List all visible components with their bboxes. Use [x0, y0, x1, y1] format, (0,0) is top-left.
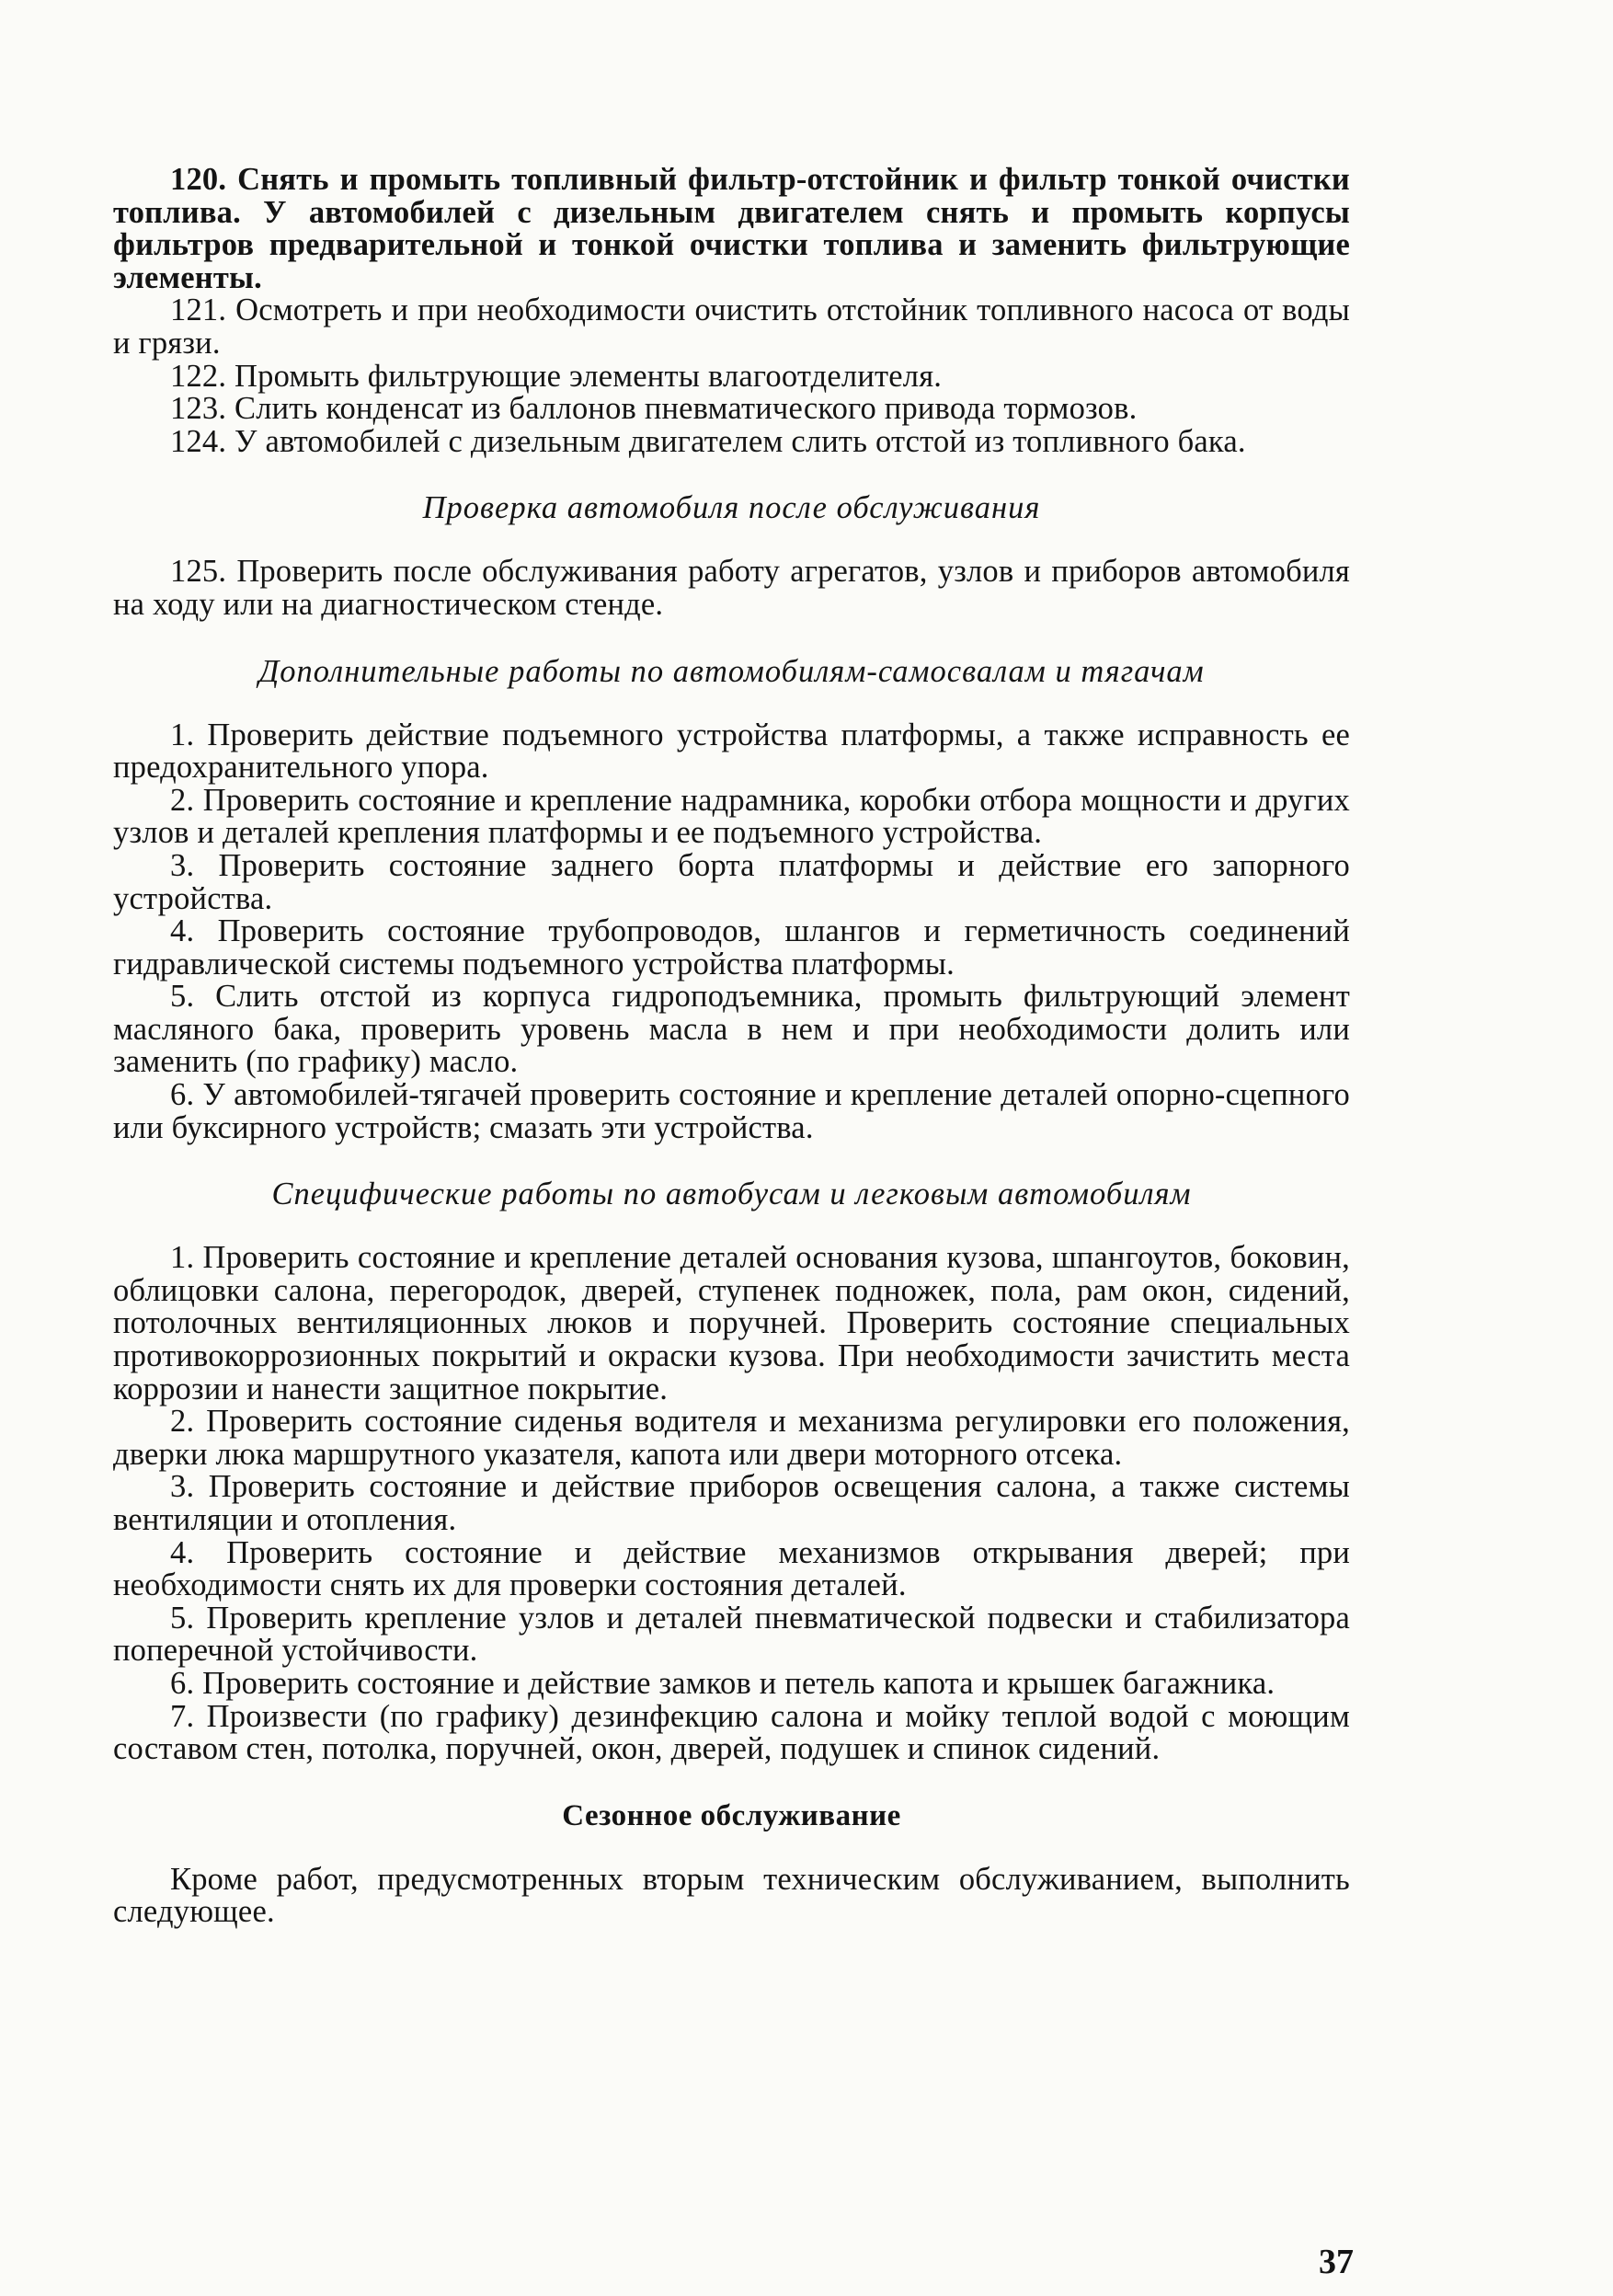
- spacer: [113, 622, 1350, 653]
- seasonal-intro: Кроме работ, предусмотренных вторым техническим обслуживанием, выполнить следующее.: [113, 1861, 1350, 1930]
- dump-item-6: 6. У автомобилей-тягачей проверить состояние и крепление деталей опорно-сцепного или буксирного устройств; смазать эти устройства.: [113, 1077, 1350, 1145]
- bus-item-1: 1. Проверить состояние и крепление деталей основания кузова, шпангоутов, боковин, облицовки салона, перегородок, дверей, ступенек подножек, пола, рам окон, сидений, потолочных вентиляционных люков и поручней. Проверить состояние специальных противокоррозионных покрытий и окраски кузова. При необходимости зачистить места коррозии и нанести защитное покрытие.: [113, 1240, 1350, 1406]
- spacer: [113, 1212, 1350, 1242]
- section-heading-seasonal: Сезонное обслуживание: [562, 1798, 901, 1832]
- dump-item-3: 3. Проверить состояние заднего борта платформы и действие его запорного устройства.: [113, 847, 1350, 916]
- section-heading-dump-trucks: Дополнительные работы по автомобилям-самосвалам и тягачам: [258, 653, 1205, 689]
- dump-item-1: 1. Проверить действие подъемного устройства платформы, а также исправность ее предохранительного упора.: [113, 717, 1350, 786]
- item-121: 121. Осмотреть и при необходимости очистить отстойник топливного насоса от воды и грязи.: [113, 293, 1350, 361]
- dump-item-4: 4. Проверить состояние трубопроводов, шлангов и герметичность соединений гидравлической системы подъемного устройства платформы.: [113, 913, 1350, 982]
- dump-item-2: 2. Проверить состояние и крепление надрамника, коробки отбора мощности и других узлов и деталей крепления платформы и ее подъемного устройства.: [113, 782, 1350, 851]
- spacer: [113, 1766, 1350, 1797]
- bus-item-5: 5. Проверить крепление узлов и деталей пневматической подвески и стабилизатора поперечной устойчивости.: [113, 1600, 1350, 1669]
- spacer: [113, 690, 1350, 719]
- item-123: 123. Слить конденсат из баллонов пневматического привода тормозов.: [170, 391, 1138, 427]
- page-number: 37: [1319, 2243, 1354, 2281]
- text-column: [113, 164, 1350, 1929]
- spacer: [113, 458, 1350, 489]
- bus-item-3: 3. Проверить состояние и действие приборов освещения салона, а также системы вентиляции и отопления.: [113, 1469, 1350, 1537]
- section-heading-check: Проверка автомобиля после обслуживания: [422, 490, 1041, 526]
- item-125: 125. Проверить после обслуживания работу агрегатов, узлов и приборов автомобиля на ходу или на диагностическом стенде.: [113, 554, 1350, 622]
- item-124: 124. У автомобилей с дизельным двигателем слить отстой из топливного бака.: [170, 423, 1246, 459]
- bus-item-6: 6. Проверить состояние и действие замков и петель капота и крышек багажника.: [170, 1665, 1276, 1701]
- section-heading-buses: Специфические работы по автобусам и легковым автомобилям: [271, 1177, 1192, 1212]
- item-122: 122. Промыть фильтрующие элементы влагоотделителя.: [170, 358, 943, 394]
- bus-item-4: 4. Проверить состояние и действие механизмов открывания дверей; при необходимости снять их для проверки состояния деталей.: [113, 1534, 1350, 1603]
- spacer: [113, 1144, 1350, 1176]
- dump-item-5: 5. Слить отстой из корпуса гидроподъемника, промыть фильтрующий элемент масляного бака, проверить уровень масла в нем и при необходимости долить или заменить (по графику) масло.: [113, 979, 1350, 1080]
- bus-item-2: 2. Проверить состояние сиденья водителя и механизма регулировки его положения, дверки люка маршрутного указателя, капота или двери моторного отсека.: [113, 1404, 1350, 1472]
- bus-item-7: 7. Произвести (по графику) дезинфекцию салона и мойку теплой водой с моющим составом стен, потолка, поручней, окон, дверей, подушек и спинок сидений.: [113, 1698, 1350, 1767]
- item-120: 120. Снять и промыть топливный фильтр-отстойник и фильтр тонкой очистки топлива. У автомобилей с дизельным двигателем снять и промыть корпусы фильтров предварительной и тонкой очистки топлива и заменить фильтрующие элементы.: [113, 162, 1350, 295]
- spacer: [113, 526, 1350, 556]
- spacer: [113, 1834, 1350, 1864]
